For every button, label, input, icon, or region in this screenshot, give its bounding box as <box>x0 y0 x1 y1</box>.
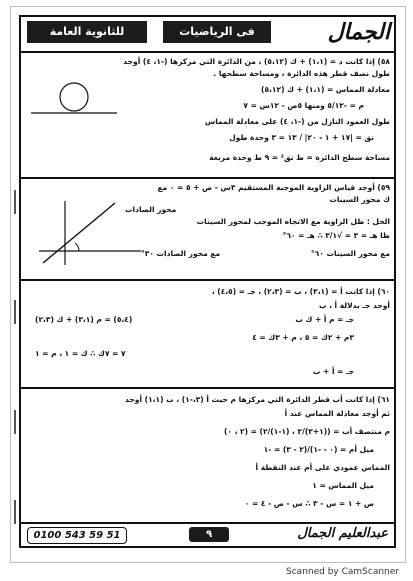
q60-line-5: ٣م + ٢ك = ٥ ، م + ٣ك = ٤ <box>252 333 354 342</box>
circle-sketch <box>29 79 119 119</box>
q61-line-6: ميل المماس = ١ <box>312 481 374 490</box>
q61-line-1: ٦١) إذا كانت أب قطر الدائرة التي مركزها م حيث أ (٣،-١) ، ب (١،١) أوجد <box>125 395 390 404</box>
q60-line-1: ٦٠) إذا كانت أ = (٣،١) ، ب = (٢،٣) ، جـ = (٤،٥) ، <box>211 287 390 296</box>
author-signature: عبدالعليم الجمال <box>297 526 388 541</box>
q58-line-6: نق = |١٧ + ١ - ٢٠| / ١٣ = ٣ وحدة طول <box>229 133 374 142</box>
question-59 <box>21 179 394 277</box>
q61-line-4: ميل أم = (٠ - -١)/(٢ - ٣) = -١ <box>263 445 374 454</box>
question-61 <box>21 389 394 529</box>
q60-line-6: ٧ = ٧ك ∴ ك = ١ ، م = ١ <box>35 349 126 358</box>
q59-line-2: ك محور السينات <box>329 195 390 204</box>
page-frame <box>19 15 396 548</box>
binding-mark <box>14 300 16 324</box>
q61-line-5: المماس عمودي على أم عند النقطة أ <box>255 463 390 472</box>
binding-mark <box>14 190 16 214</box>
q59-line-4: ظا هـ = ٣ = √٣/١ ∴ هـ = ٦٠° <box>282 231 390 240</box>
q59-line-6: مع محور الصادات ٣٠° <box>141 249 221 258</box>
brand-logo: الجمال <box>327 19 390 45</box>
q59-line-5: مع محور السينات ٦٠° <box>310 249 390 258</box>
q61-line-7: ص + ١ = س - ٣ ∴ س - ص - ٤ = ٠ <box>244 499 374 508</box>
q59-line-1: ٥٩) أوجد قياس الزاوية الموجبة المستقيم ٣س - ص + ٥ = ٠ مع <box>157 183 390 192</box>
q61-line-2: ثم أوجد معادلة المماس عند أ <box>284 409 390 418</box>
binding-mark <box>14 410 16 434</box>
q59-line-3: الحل : ظل الزاوية مع الاتجاه الموجب لمحور السينات <box>196 217 390 226</box>
q58-line-2: طول نصف قطر هذه الدائرة ، ومساحة سطحها . <box>213 69 390 78</box>
q58-line-5: طول العمود النازل من (-١، ٤) على معادلة المماس <box>204 117 390 126</box>
q58-line-7: مساحة سطح الدائرة = ط نق² = ٩ ط وحدة مربعة <box>209 153 390 162</box>
q58-line-1: ٥٨) إذا كانت د = (١،١) + ك (٥،١٢) ، من الدائرة التي مركزها (-١، ٤) أوجد <box>123 57 390 66</box>
q60-line-7: جـ = أ + ب <box>312 367 354 376</box>
phone-number: 0100 543 59 51 <box>27 527 127 544</box>
q58-line-3: معادلة المماس = (١،١) + ك (٥،١٢) <box>261 85 390 94</box>
page-header <box>21 17 394 53</box>
y-axis-label: محور الصادات <box>125 205 177 214</box>
subject-label: فى الرياضيات <box>163 21 271 43</box>
q61-line-3: م منتصف أب = ((١+٣)/٢ ، (١-١)/٢) = (٢ ، ٠) <box>223 427 390 436</box>
page-number: ٩ <box>189 527 229 542</box>
q58-line-4: م = -٥/١٢ ومنها ٥ص - ١٢س = ٧ <box>243 101 364 110</box>
scanner-watermark: Scanned by CamScanner <box>286 567 399 577</box>
q60-line-3: جـ = م أ + ك ب <box>295 315 354 324</box>
question-58 <box>21 53 394 175</box>
grade-label: للثانوية العامة <box>27 21 147 43</box>
binding-mark <box>14 500 16 524</box>
q60-line-2: أوجد جـ بدلالة أ ، ب <box>318 301 390 310</box>
q60-line-4: (٥،٤) = م (٣،١) + ك (٢،٣) <box>35 315 133 324</box>
document-page <box>10 6 406 563</box>
page-footer <box>21 522 394 546</box>
question-60 <box>21 281 394 385</box>
